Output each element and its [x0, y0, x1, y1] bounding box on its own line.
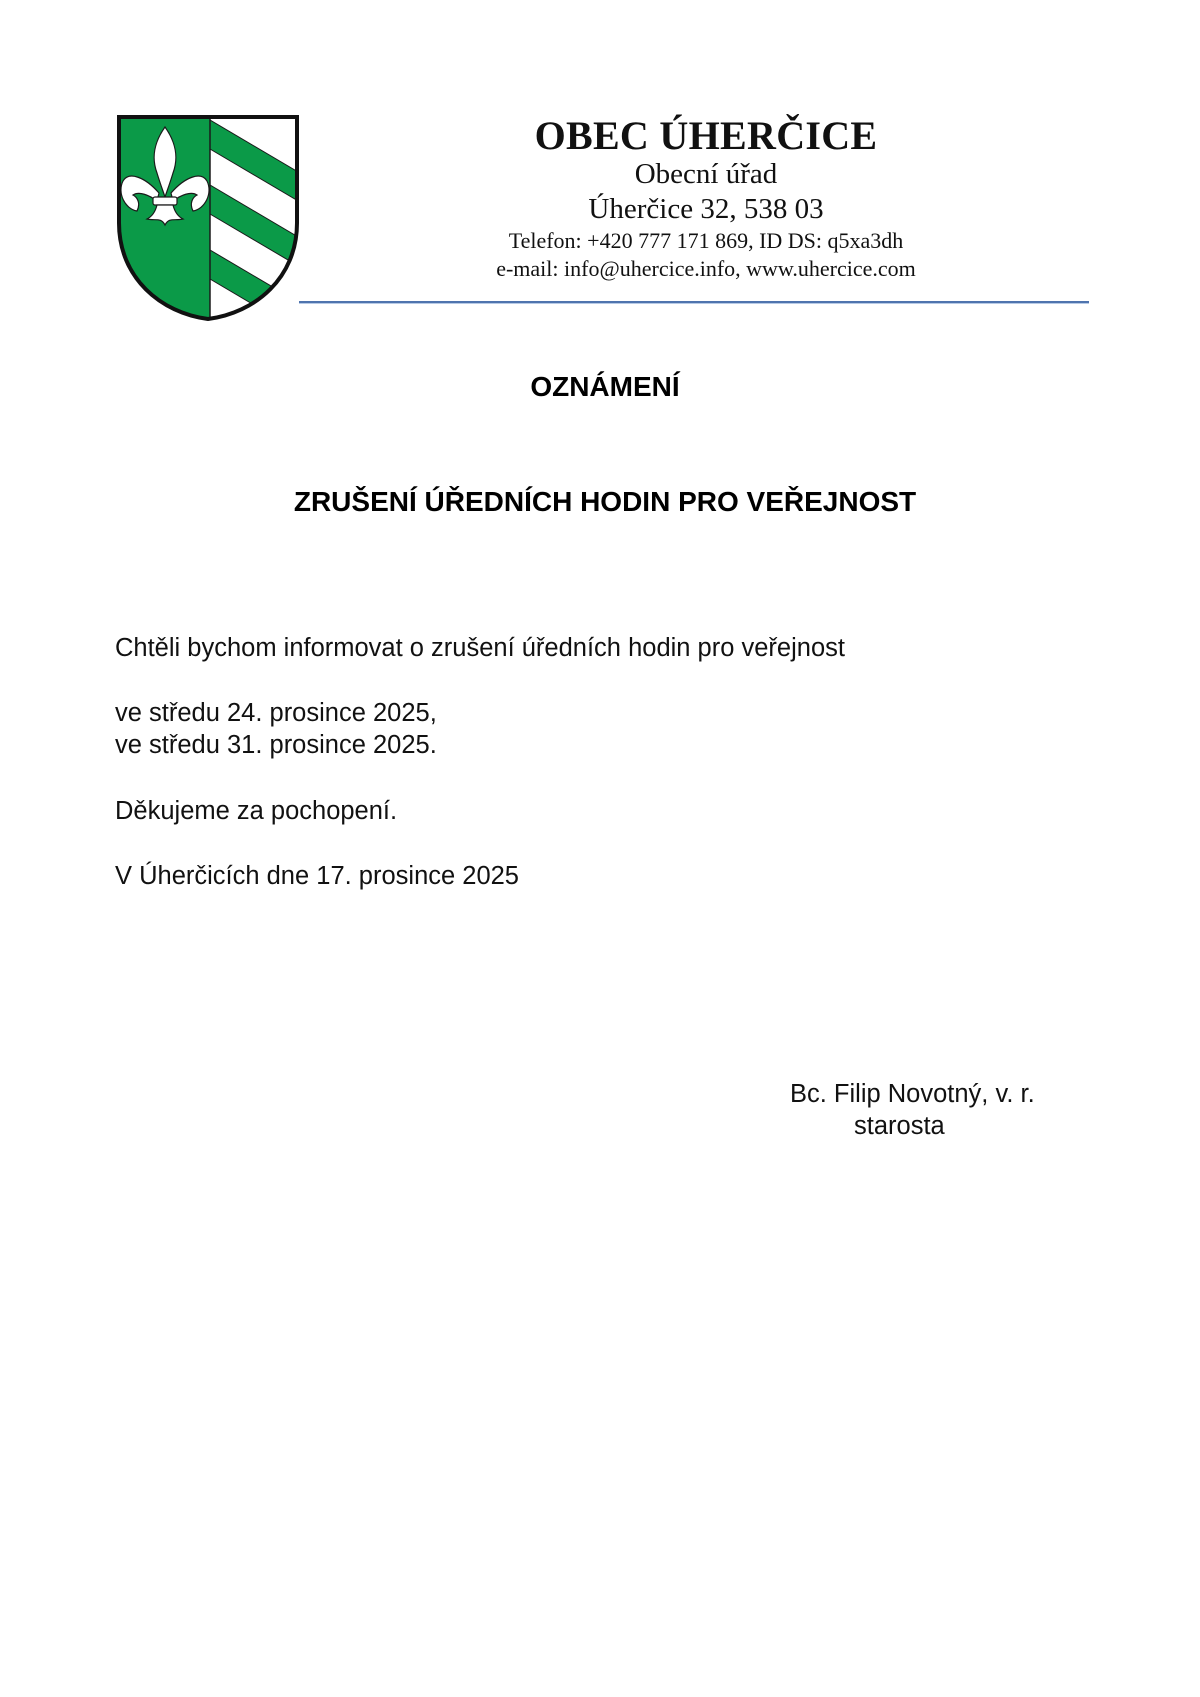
place-and-date: V Úherčicích dne 17. prosince 2025 — [115, 862, 519, 890]
office-name: Obecní úřad — [634, 158, 778, 190]
notice-label: OZNÁMENÍ — [530, 371, 680, 402]
cancelled-dates-list — [115, 697, 437, 761]
signatory-name: Bc. Filip Novotný, v. r. — [790, 1080, 1035, 1108]
intro-paragraph: Chtěli bychom informovat o zrušení úředních hodin pro veřejnost — [115, 634, 845, 662]
contact-web-line: e-mail: info@uhercice.info, www.uhercice.com — [496, 256, 916, 281]
cancelled-date-item: ve středu 31. prosince 2025. — [115, 731, 437, 759]
cancelled-date-item: ve středu 24. prosince 2025, — [115, 699, 437, 727]
signatory-role: starosta — [854, 1112, 945, 1140]
thanks-paragraph: Děkujeme za pochopení. — [115, 797, 398, 825]
signature-block — [790, 1078, 1035, 1142]
contact-phone-line: Telefon: +420 777 171 869, ID DS: q5xa3dh — [508, 228, 904, 253]
coat-of-arms-icon — [115, 113, 301, 323]
notice-title: ZRUŠENÍ ÚŘEDNÍCH HODIN PRO VEŘEJNOST — [293, 486, 917, 517]
letterhead — [420, 112, 992, 283]
municipality-title: OBEC ÚHERČICE — [534, 113, 878, 158]
header-divider — [299, 301, 1089, 304]
office-address: Úherčice 32, 538 03 — [588, 193, 824, 225]
